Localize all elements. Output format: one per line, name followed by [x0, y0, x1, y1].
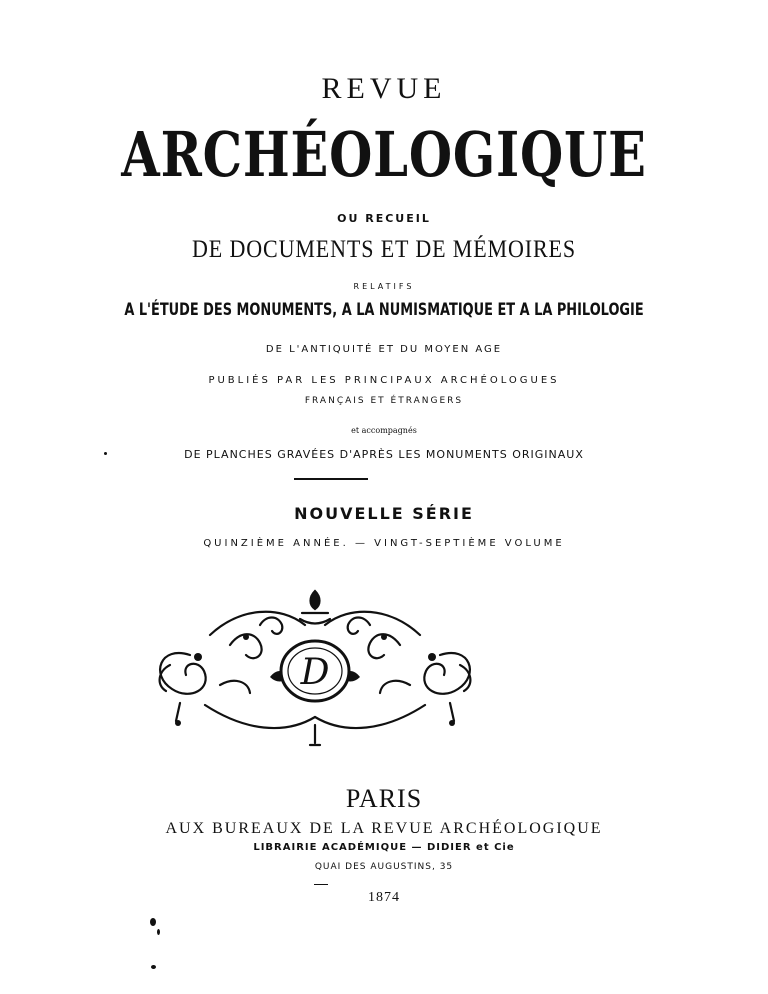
series-heading: NOUVELLE SÉRIE — [294, 504, 474, 523]
plates-line: DE PLANCHES GRAVÉES D'APRÈS LES MONUMENTS ORIGINAUX — [184, 448, 584, 461]
imprint-city: PARIS — [345, 784, 423, 813]
imprint-address: QUAI DES AUGUSTINS, 35 — [314, 862, 454, 872]
ornament-monogram: D — [300, 652, 330, 693]
divider-rule — [294, 478, 368, 480]
imprint-bureaux: AUX BUREAUX DE LA REVUE ARCHÉOLOGIQUE — [165, 820, 603, 837]
printer-ornament-icon — [150, 585, 480, 751]
publisher-line: PUBLIÉS PAR LES PRINCIPAUX ARCHÉOLOGUES — [208, 375, 560, 386]
year-rule — [314, 884, 328, 885]
ink-speck — [151, 965, 156, 969]
subtitle-relatifs: RELATIFS — [353, 282, 415, 291]
subtitle-subject: A L'ÉTUDE DES MONUMENTS, A LA NUMISMATIQUE ET A LA PHILOLOGIE — [124, 300, 644, 320]
journal-name-line1: REVUE — [321, 72, 447, 105]
ink-speck — [150, 918, 156, 926]
accompanied-line: et accompagnés — [351, 426, 417, 435]
subtitle-period: DE L'ANTIQUITÉ ET DU MOYEN AGE — [265, 344, 503, 355]
ink-speck — [157, 929, 160, 935]
imprint-librairie: LIBRAIRIE ACADÉMIQUE — DIDIER et Cie — [253, 842, 515, 853]
imprint-year: 1874 — [368, 890, 400, 905]
volume-line: QUINZIÈME ANNÉE. — VINGT-SEPTIÈME VOLUME — [203, 538, 565, 549]
journal-name-line2: ARCHÉOLOGIQUE — [121, 118, 647, 191]
ink-speck — [104, 452, 107, 455]
publisher-line-2: FRANÇAIS ET ÉTRANGERS — [304, 396, 464, 406]
subtitle-documents: DE DOCUMENTS ET DE MÉMOIRES — [192, 236, 576, 263]
subtitle-ou-recueil: OU RECUEIL — [337, 212, 431, 225]
